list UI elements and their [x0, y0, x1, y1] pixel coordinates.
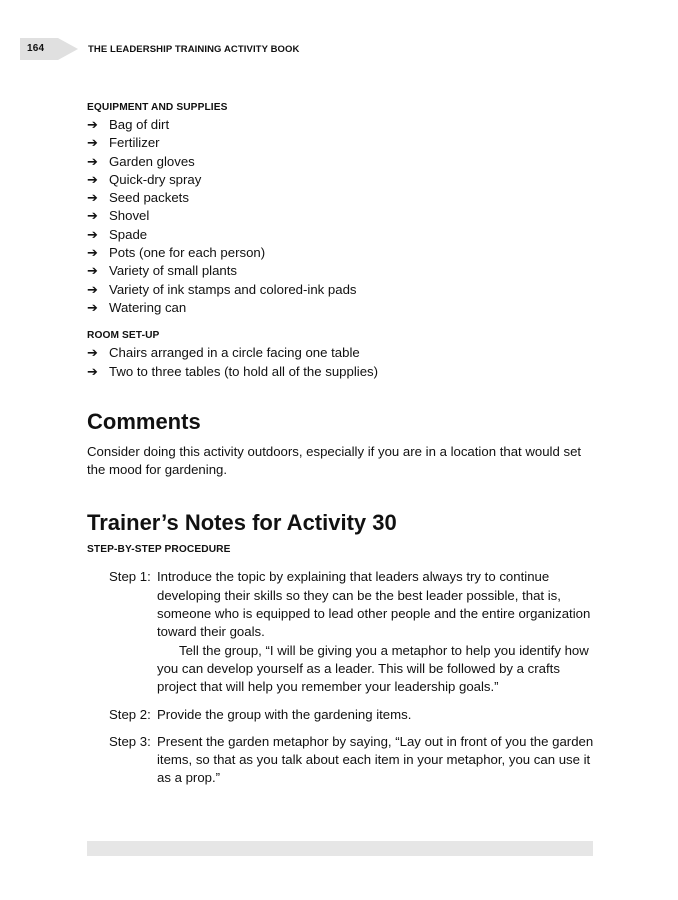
list-item: ➔ Variety of ink stamps and colored-ink pads	[87, 281, 597, 299]
running-head: THE LEADERSHIP TRAINING ACTIVITY BOOK	[88, 44, 300, 55]
list-item: ➔ Fertilizer	[87, 134, 597, 152]
step-text: Introduce the topic by explaining that leaders always try to continue developing their skills so they can be the best leader possible, that is, someone who is equipped to lead other people and the entire organization toward their goals.	[157, 569, 591, 640]
arrow-icon: ➔	[87, 281, 98, 297]
step-2	[87, 706, 597, 724]
equipment-list	[87, 116, 597, 317]
arrow-icon: ➔	[87, 363, 98, 379]
arrow-icon: ➔	[87, 117, 98, 132]
page-content	[87, 100, 597, 788]
arrow-icon: ➔	[87, 135, 98, 151]
list-item: ➔ Variety of small plants	[87, 262, 597, 280]
step-3	[87, 733, 597, 788]
step-label: Step 1:	[109, 569, 151, 585]
list-item: ➔ Bag of dirt	[87, 116, 597, 134]
procedure-heading: STEP-BY-STEP PROCEDURE	[87, 544, 231, 556]
list-item: ➔ Garden gloves	[87, 153, 597, 171]
arrow-icon: ➔	[87, 299, 98, 315]
list-item: ➔ Chairs arranged in a circle facing one table	[87, 344, 597, 362]
arrow-icon: ➔	[87, 153, 98, 169]
page-header	[0, 36, 678, 64]
room-setup-heading: ROOM SET-UP	[87, 330, 160, 342]
step-text: Present the garden metaphor by saying, “Lay out in front of you the garden items, so that as you talk about each item in your metaphor, you can use it as a prop.”	[157, 733, 594, 786]
comments-title: Comments	[87, 408, 201, 434]
step-1	[87, 568, 597, 696]
step-label: Step 3:	[109, 733, 151, 749]
list-item: ➔ Shovel	[87, 207, 597, 225]
arrow-icon: ➔	[87, 245, 98, 261]
arrow-icon: ➔	[87, 208, 98, 224]
list-item: ➔ Watering can	[87, 299, 597, 317]
arrow-icon: ➔	[87, 226, 98, 242]
step-text-continued: Tell the group, “I will be giving you a metaphor to help you identify how you can develop yourself as a leader. This will be followed by a crafts project that will help you remember your leadership goals.”	[157, 642, 589, 695]
arrow-icon: ➔	[87, 190, 98, 206]
room-setup-list	[87, 344, 597, 381]
list-item: ➔ Pots (one for each person)	[87, 244, 597, 262]
footer-bar	[87, 841, 593, 856]
list-item: ➔ Spade	[87, 226, 597, 244]
list-item: ➔ Quick-dry spray	[87, 171, 597, 189]
step-label: Step 2:	[109, 706, 151, 722]
comments-text: Consider doing this activity outdoors, especially if you are in a location that would set the mood for gardening.	[87, 443, 582, 478]
list-item: ➔ Seed packets	[87, 189, 597, 207]
arrow-icon: ➔	[87, 345, 98, 361]
page-number: 164	[27, 43, 45, 54]
arrow-icon: ➔	[87, 171, 98, 187]
equipment-heading: EQUIPMENT AND SUPPLIES	[87, 102, 228, 113]
arrow-icon: ➔	[87, 263, 98, 279]
list-item: ➔ Two to three tables (to hold all of the supplies)	[87, 363, 597, 381]
trainer-notes-title: Trainer’s Notes for Activity 30	[87, 510, 397, 536]
step-text: Provide the group with the gardening items.	[157, 706, 412, 722]
